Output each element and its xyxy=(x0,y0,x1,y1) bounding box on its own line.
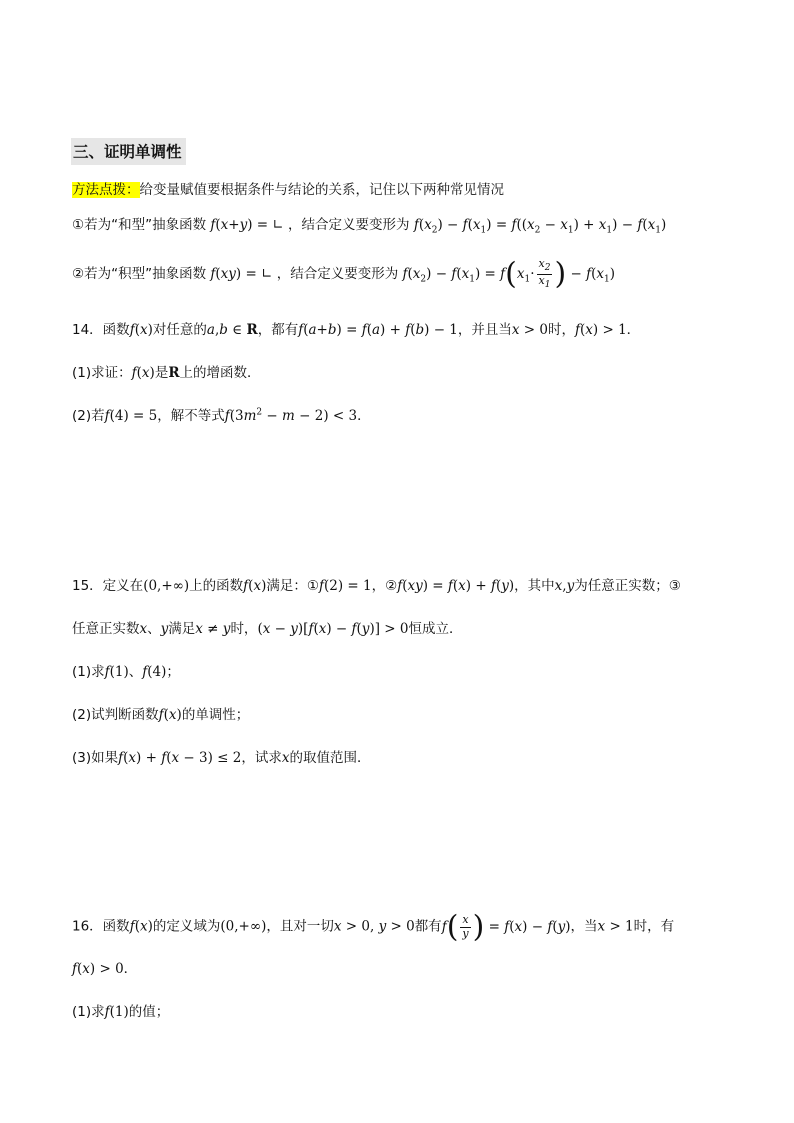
q15-part1 xyxy=(72,660,180,680)
q14-text: 时， xyxy=(548,322,575,338)
case-1-prefix: ①若为“和型”抽象函数 xyxy=(72,217,207,233)
q14-text: 对任意的 xyxy=(152,322,207,338)
case-1-mid: ，结合定义要变形为 xyxy=(288,217,410,233)
math: (0,+∞) xyxy=(143,578,190,594)
q15-stem xyxy=(72,574,681,594)
math: f(x) xyxy=(129,322,153,338)
math: f(4) = 5 xyxy=(104,408,158,424)
math: f( $\frac{x}{y}$ ) = f(x) − f(y) xyxy=(441,909,571,944)
q15-text: 满足：① xyxy=(266,578,319,594)
case-2-prefix: ②若为“积型”抽象函数 xyxy=(72,266,207,283)
math: f(x) xyxy=(129,918,153,935)
formula-product-transform: $f(x_2) - f(x_1) = f(x_1\cdot$ $\frac{x_2}{x_1}$ ) − $f(x_1)$ xyxy=(402,256,615,292)
method-text: 给变量赋值要根据条件与结论的关系，记住以下两种常见情况 xyxy=(139,182,504,198)
q15-p2-text: 的单调性； xyxy=(181,707,250,723)
math: x,y xyxy=(554,578,575,594)
q16-stem xyxy=(72,909,675,944)
q16-text: ，当 xyxy=(570,918,598,935)
q16-text: ，且对一切 xyxy=(266,918,334,935)
math: f(1) xyxy=(104,1004,129,1020)
math: x xyxy=(281,750,290,766)
math: f(1) xyxy=(104,664,129,680)
q14-part1 xyxy=(72,361,261,381)
q15-text: 上的函数 xyxy=(189,578,244,594)
q16-text: 的定义域为 xyxy=(152,918,221,935)
q14-stem xyxy=(72,318,640,338)
math: f(x) xyxy=(131,365,155,381)
math: R xyxy=(168,365,180,381)
q16-text: 都有 xyxy=(414,918,442,935)
method-tip xyxy=(72,178,504,198)
math: f(4) xyxy=(142,664,167,680)
q15-p3-text: 的取值范围． xyxy=(289,750,371,766)
q15-p1-text: ； xyxy=(166,664,180,680)
formula-sum: f(x+y) = ∟ xyxy=(210,217,284,233)
q14-p1-text: 上的增函数． xyxy=(179,365,261,381)
q16-p1-text: (1)求 xyxy=(72,1004,105,1020)
math: a,b ∈ R xyxy=(206,322,258,338)
q14-text: ，并且当 xyxy=(457,322,512,338)
q15-text: 任意正实数 xyxy=(72,621,140,637)
math: f(x) > 1 xyxy=(575,322,627,338)
formula-product: f(xy) = ∟ xyxy=(210,266,273,283)
q15-p3-text: (3)如果 xyxy=(72,750,119,766)
section-title: 三、证明单调性 xyxy=(71,138,186,165)
q14-p1-text: 是 xyxy=(154,365,169,381)
method-label: 方法点拨： xyxy=(72,182,140,198)
math: x > 0, y > 0 xyxy=(333,918,415,935)
q15-text: 恒成立． xyxy=(408,621,463,637)
q15-p1-text: 、 xyxy=(128,664,143,680)
q15-text: 为任意正实数；③ xyxy=(574,578,681,594)
math: x ≠ y xyxy=(195,621,231,637)
math: x > 0 xyxy=(511,322,548,338)
math: (0,+∞) xyxy=(220,918,267,935)
math: $f(3m^2 - m - 2) < 3$ xyxy=(224,407,358,424)
q15-text: ，② xyxy=(371,578,398,594)
q14-p2-text: ． xyxy=(357,408,371,424)
math: f(xy) = f(x) + f(y) xyxy=(397,578,515,594)
q14-text: ． xyxy=(626,322,641,338)
q15-stem-line2 xyxy=(72,617,462,637)
q16-text: ． xyxy=(123,961,138,977)
q15-p1-text: (1)求 xyxy=(72,664,105,680)
q15-part3 xyxy=(72,746,370,766)
q14-prefix: 14．函数 xyxy=(72,322,130,338)
q15-text: 满足 xyxy=(168,621,196,637)
q15-part2 xyxy=(72,703,249,723)
q15-p3-text: ，试求 xyxy=(241,750,282,766)
q16-text: 时，有 xyxy=(633,918,675,935)
q14-p2-text: (2)若 xyxy=(72,408,105,424)
math: f(2) = 1 xyxy=(318,578,372,594)
math: x > 1 xyxy=(597,918,634,935)
q16-part1 xyxy=(72,1000,169,1020)
math: f(x) + f(x − 3) ≤ 2 xyxy=(118,750,242,766)
q14-part2 xyxy=(72,404,371,424)
math: x、y xyxy=(139,621,169,637)
q14-text: ，都有 xyxy=(257,322,299,338)
case-sum-type xyxy=(72,213,666,236)
math: f(a+b) = f(a) + f(b) − 1 xyxy=(298,322,458,338)
q14-p2-text: ，解不等式 xyxy=(157,408,225,424)
q15-p2-text: (2)试判断函数 xyxy=(72,707,159,723)
case-product-type xyxy=(72,258,615,291)
q14-p1-text: (1)求证： xyxy=(72,365,132,381)
math: f(x) xyxy=(243,578,267,594)
q16-stem-line2 xyxy=(72,957,137,977)
q16-p1-text: 的值； xyxy=(128,1004,170,1020)
math: f(x) xyxy=(158,707,182,723)
case-2-mid: ，结合定义要变形为 xyxy=(276,266,399,283)
math: f(x) > 0 xyxy=(72,961,124,977)
q15-text: 时， xyxy=(230,621,258,637)
q16-text: 16．函数 xyxy=(72,918,130,935)
formula-sum-transform: $f(x_2) - f(x_1) = f((x_2 - x_1) + x_1) - f(x_1)$ xyxy=(413,217,667,236)
q15-text: 15．定义在 xyxy=(72,578,144,594)
math: (x − y)[f(x) − f(y)] > 0 xyxy=(257,621,409,637)
q15-text: ，其中 xyxy=(514,578,555,594)
